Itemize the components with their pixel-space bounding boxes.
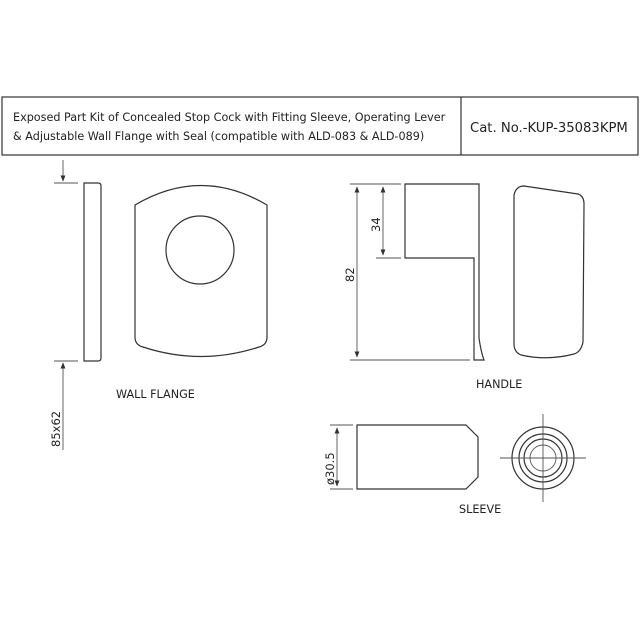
description-line-2: & Adjustable Wall Flange with Seal (compatible with ALD-083 & ALD-089) <box>13 130 425 143</box>
sleeve-label: SLEEVE <box>459 503 502 516</box>
handle-dimension-upper: 34 <box>369 217 383 232</box>
handle-side-view <box>343 184 484 360</box>
sleeve-side-view <box>323 425 501 516</box>
wall-flange-side-view <box>49 160 101 450</box>
wall-flange-label: WALL FLANGE <box>116 388 195 401</box>
handle-dimension-total: 82 <box>343 267 357 282</box>
catalog-number: Cat. No.-KUP-35083KPM <box>470 121 628 136</box>
wall-flange-front-view <box>116 186 267 402</box>
wall-flange-dimension: 85x62 <box>49 410 63 447</box>
sleeve-end-view <box>500 414 586 502</box>
flange-center-hole <box>166 216 234 284</box>
handle-label: HANDLE <box>476 378 523 391</box>
title-block <box>2 97 638 155</box>
description-line-1: Exposed Part Kit of Concealed Stop Cock with Fitting Sleeve, Operating Lever <box>13 111 446 124</box>
handle-front-view <box>476 186 584 391</box>
sleeve-dimension-diameter: ø30.5 <box>323 452 337 485</box>
